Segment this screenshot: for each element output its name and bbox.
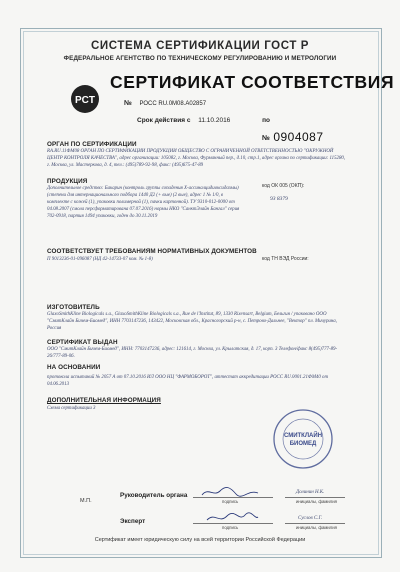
product-code-label: код ОК 005 (ОКП): (262, 183, 305, 189)
basis-heading: НА ОСНОВАНИИ (47, 364, 101, 371)
expert-sign-sub: подпись (222, 525, 239, 530)
product-heading: ПРОДУКЦИЯ (47, 178, 88, 185)
head-sign-sub: подпись (222, 499, 239, 504)
product-text: Дополнительное средство: Бакарин (контроль группы сопадения Х-ассиналцидиоксидазмы) (степени для интернационального подбора 1440 Д2 (+ вые) (2 вые), адрес 1 № 1/0, в комплекте с кожей (1), упаковки полимерной (1), пачки картонной). ТУ 9310-012-0000 от 04.08.2007 (смола персформатирована 07.07.2016) нормы НКО "СанктЭлайн Бангал" серия 702-0918, партия 1494 упаковки, годен до 30.11.2019 (47, 186, 240, 219)
validity-from: 11.10.2016 (198, 117, 231, 124)
certificate-title: СЕРТИФИКАТ СООТВЕТСТВИЯ (110, 72, 395, 92)
product-code-value: 93 8379 (270, 196, 288, 202)
body-org-heading: ОРГАН ПО СЕРТИФИКАЦИИ (47, 141, 137, 148)
additional-text: Схема сертификации 3 (47, 406, 96, 411)
head-name-sub: инициалы, фамилия (296, 499, 337, 504)
svg-text:PCT: PCT (75, 95, 95, 106)
head-signature-icon (200, 485, 260, 499)
registration-number (124, 100, 206, 107)
additional-heading: ДОПОЛНИТЕЛЬНАЯ ИНФОРМАЦИЯ (47, 397, 161, 404)
number-label: № (262, 135, 271, 142)
registration-value: РОСС RU.0М08.А02857 (139, 101, 207, 107)
manufacturer-text: GlaxoSmithKline Biologicals s.a., GlaxoSmithKline Biologicals s.a., Rue de l'Institut, 89, 1330 Rixensart, Belgium, Бельгия / упаковано ООО "СмитКлайн Бичем-Биомед", ИНН 7703147236, 143422, Московская обл., Красногорский р-н, с. Петрово-Дальнее, "Вектор" пл. Мичурина, Россия (47, 312, 337, 331)
svg-text:СМИТКЛАЙН: СМИТКЛАЙН (283, 433, 323, 439)
head-name-line (285, 497, 345, 498)
requirements-heading: СООТВЕТСТВУЕТ ТРЕБОВАНИЯМ НОРМАТИВНЫХ ДОКУМЕНТОВ (47, 248, 257, 255)
expert-label: Эксперт (120, 518, 146, 525)
expert-name-line (285, 523, 345, 524)
validity-to-label: по (262, 117, 271, 124)
validity-row (137, 117, 270, 124)
head-name: Долинин Н.К. (296, 490, 325, 495)
gost-logo-icon (70, 84, 100, 114)
expert-name-sub: инициалы, фамилия (296, 525, 337, 530)
basis-text: протокола испытаний № 2057 А от 07.10.2016 ИЛ ООО НЦ "ФАРМОБОРОТ", аттестат аккредитации РОСС RU.0001.21ФМ40 от 04.06.2013 (47, 375, 329, 387)
body-org-text: RA.RU.11ФМ08 ОРГАН ПО СЕРТИФИКАЦИИ ПРОДУКЦИИ ОБЩЕСТВО С ОГРАНИЧЕННОЙ ОТВЕТСТВЕННОСТЬЮ "ОКРУЖНОЙ ЦЕНТР КОНТРОЛЯ КАЧЕСТВА", адрес организации: 105082, г. Москва, Фурманный пер., д.10, стр.1, адрес органа по сертификации: 115280, г. Москва, ул. Мастеркова, д. 4, тел.: (495)789-92-98, факс: (495)675-47-89 (47, 149, 346, 168)
expert-signature-icon (205, 511, 260, 525)
number-value: 0904087 (273, 130, 324, 144)
system-title: СИСТЕМА СЕРТИФИКАЦИИ ГОСТ Р (90, 40, 310, 52)
manufacturer-heading: ИЗГОТОВИТЕЛЬ (47, 304, 100, 311)
footer-text: Сертификат имеет юридическую силу на всей территории Российской Федерации (94, 537, 306, 543)
issued-text: ООО "СмитКлайн Бичем-Биомед", ИНН: 7703147236, адрес: 121614, г. Москва, ул. Крылатская, д. 17, корп. 3 Телефон/факс 8(495)777-89-26/777-89-06. (47, 347, 338, 359)
requirements-text: П 9013236-01-096087 (НД 42-14733-07 ком. № 1-8) (47, 257, 153, 262)
certificate-number (262, 130, 324, 144)
head-label: Руководитель органа (120, 492, 188, 499)
tnved-code-label: код ТН ВЭД России: (262, 256, 309, 262)
expert-name: Суслов С.Г. (298, 516, 323, 521)
agency-title: ФЕДЕРАЛЬНОЕ АГЕНТСТВО ПО ТЕХНИЧЕСКОМУ РЕГУЛИРОВАНИЮ И МЕТРОЛОГИИ (63, 55, 337, 62)
svg-text:БИОМЕД: БИОМЕД (289, 441, 317, 447)
seal-place-label: М.П. (80, 498, 92, 504)
issued-heading: СЕРТИФИКАТ ВЫДАН (47, 339, 118, 346)
registration-label: № (124, 100, 132, 107)
validity-label: Срок действия с (137, 117, 191, 124)
company-stamp-icon (272, 408, 334, 470)
